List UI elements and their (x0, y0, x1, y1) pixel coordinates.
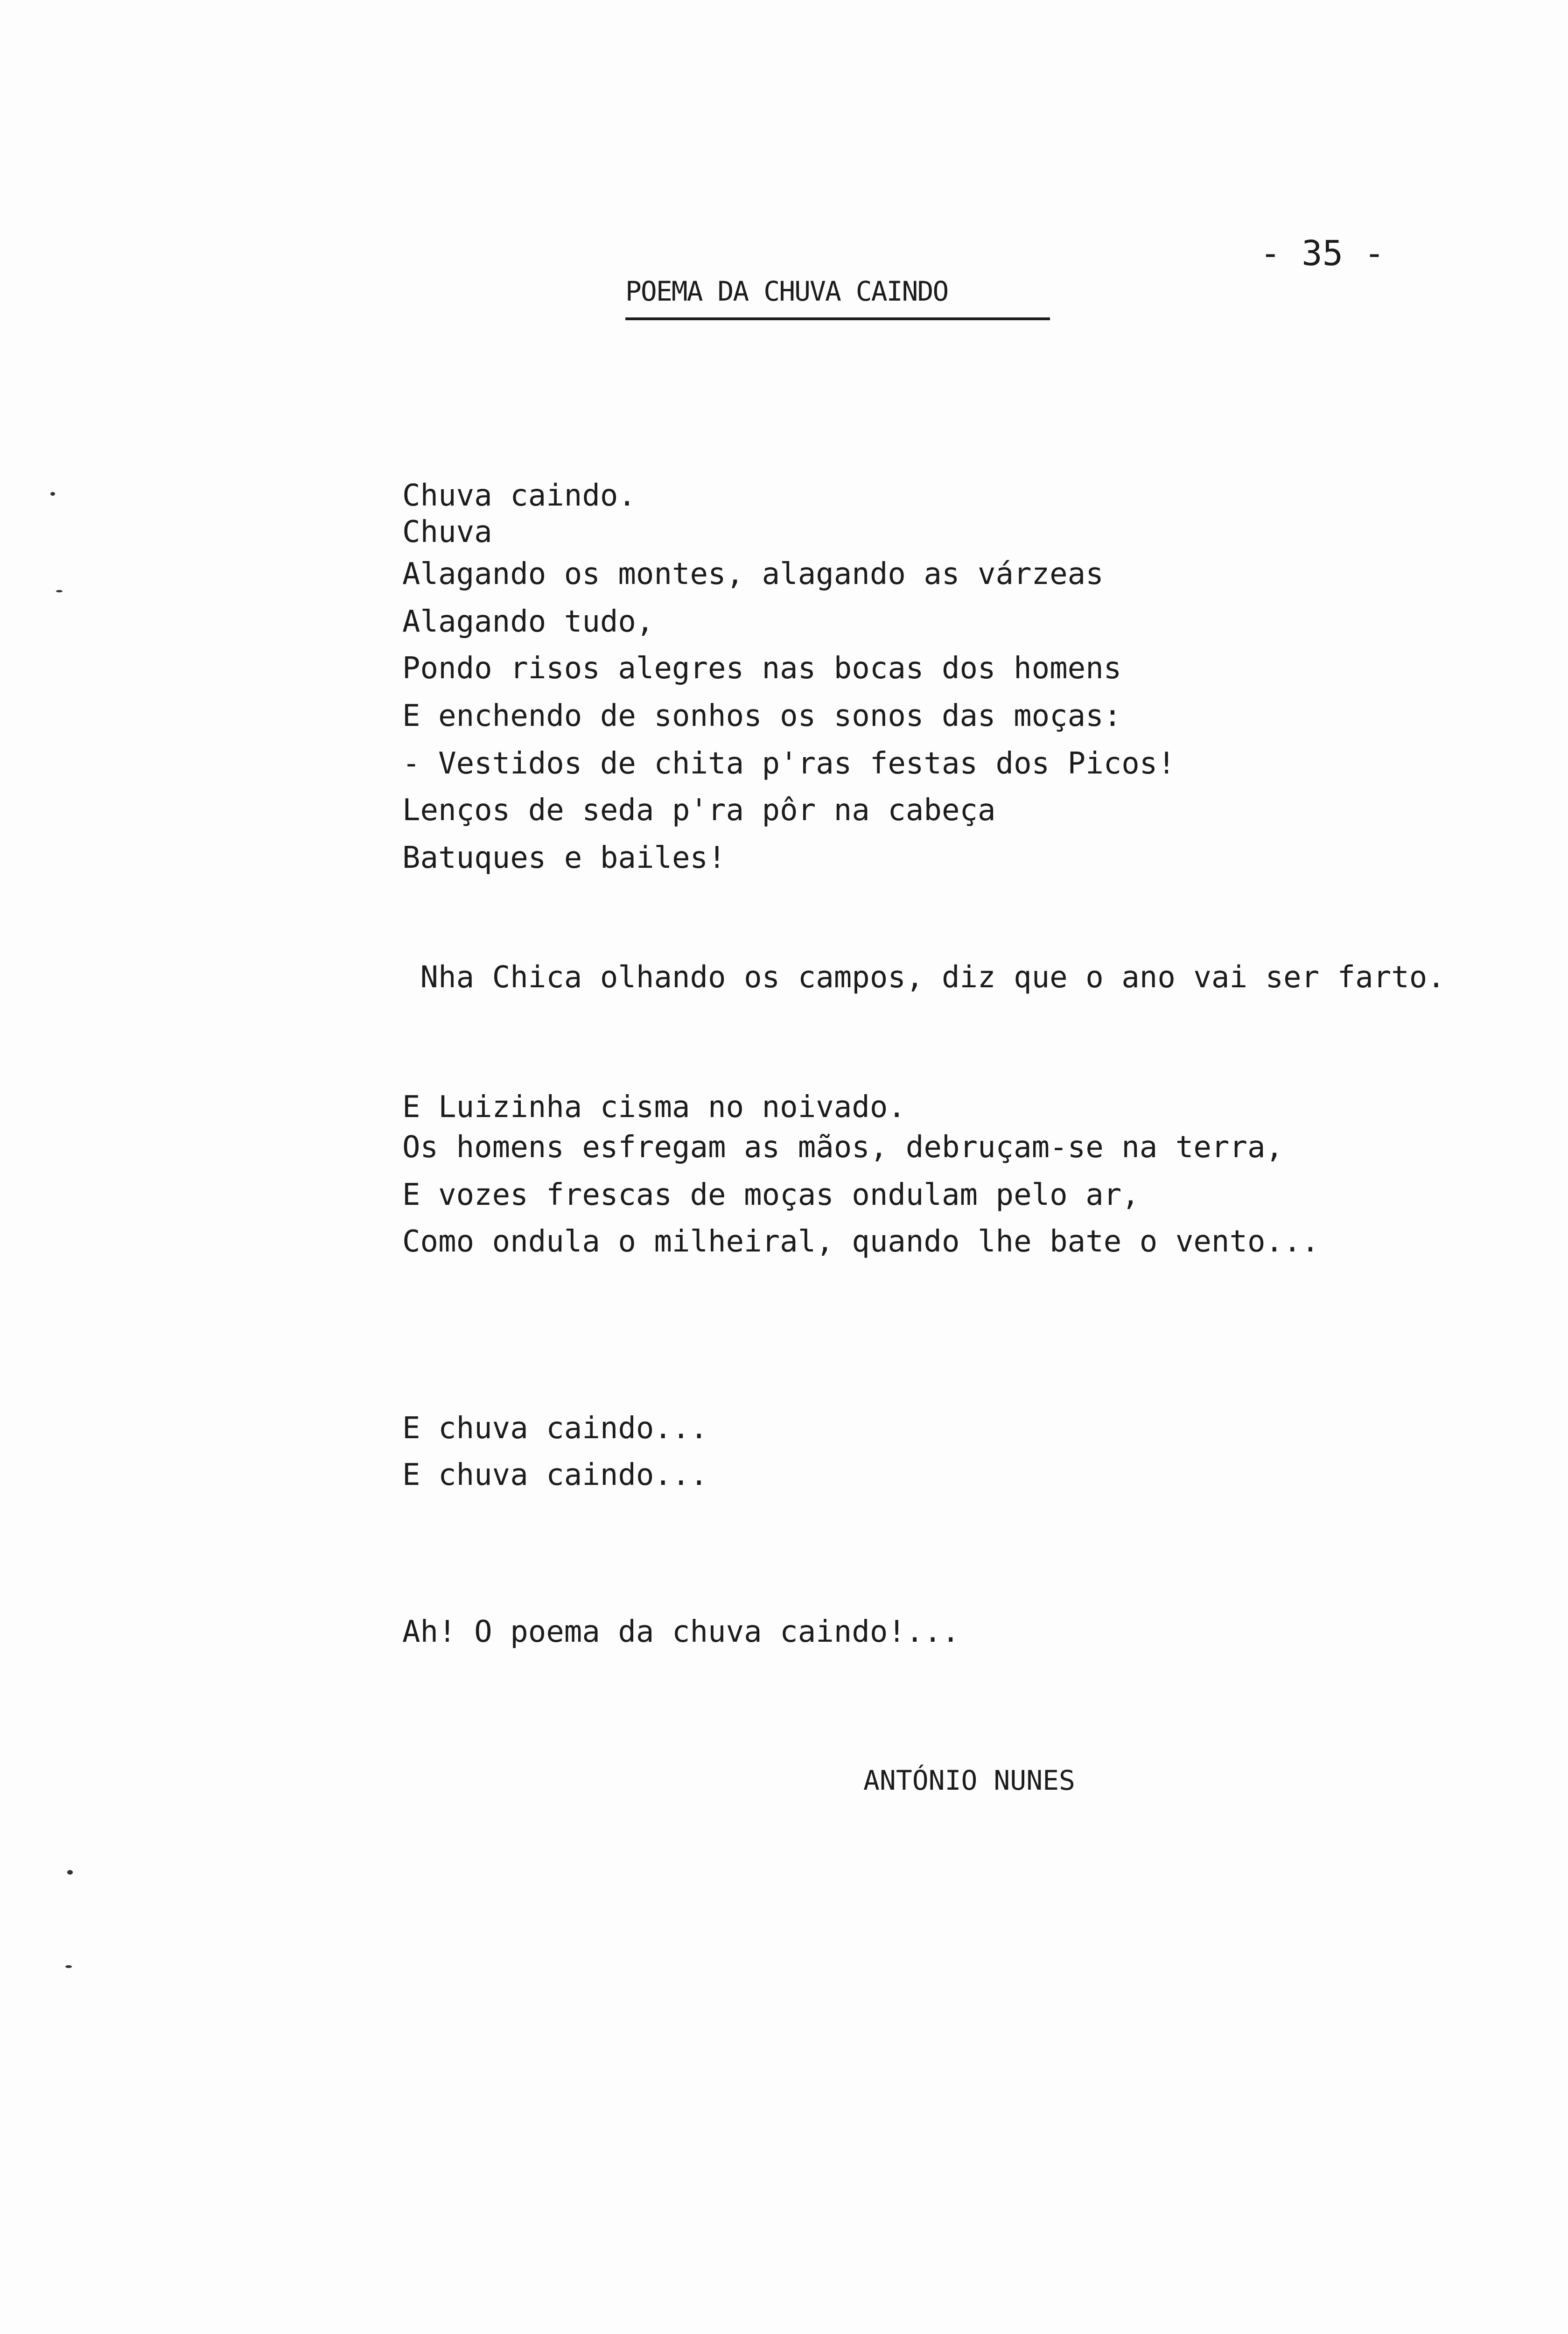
page-number: - 35 - (1260, 233, 1385, 274)
stanza1-line-5: Pondo risos alegres nas bocas dos homens (402, 651, 1122, 686)
stanza1-line-3: Alagando os montes, alagando as várzeas (402, 557, 1104, 591)
author-signature: ANTÓNIO NUNES (863, 1765, 1075, 1796)
poem-title: POEMA DA CHUVA CAINDO (625, 275, 948, 307)
stanza4-line-1: E chuva caindo... (402, 1411, 708, 1446)
stanza3-line-1: E Luizinha cisma no noivado. (402, 1090, 906, 1125)
stanza1-line-6: E enchendo de sonhos os sonos das moças: (402, 699, 1122, 733)
scan-speck (67, 1870, 73, 1875)
stanza1-line-7: - Vestidos de chita p'ras festas dos Picos! (402, 746, 1176, 781)
stanza1-line-4: Alagando tudo, (402, 605, 654, 639)
title-underline (625, 317, 1050, 320)
scan-speck (65, 1965, 72, 1968)
stanza3-line-4: Como ondula o milheiral, quando lhe bate o vento... (402, 1224, 1320, 1259)
stanza3-line-3: E vozes frescas de moças ondulam pelo ar, (402, 1178, 1140, 1212)
stanza1-line-9: Batuques e bailes! (402, 841, 726, 875)
scan-speck (56, 590, 63, 592)
stanza3-line-2: Os homens esfregam as mãos, debruçam-se na terra, (402, 1130, 1284, 1165)
stanza5-line-1: Ah! O poema da chuva caindo!... (402, 1615, 960, 1649)
stanza4-line-2: E chuva caindo... (402, 1458, 708, 1492)
stanza2-line-1: Nha Chica olhando os campos, diz que o ano vai ser farto. (402, 960, 1445, 995)
stanza1-line-2: Chuva (402, 515, 492, 549)
stanza1-line-8: Lenços de seda p'ra pôr na cabeça (402, 793, 996, 828)
stanza1-line-1: Chuva caindo. (402, 478, 636, 513)
scan-speck (50, 492, 55, 496)
